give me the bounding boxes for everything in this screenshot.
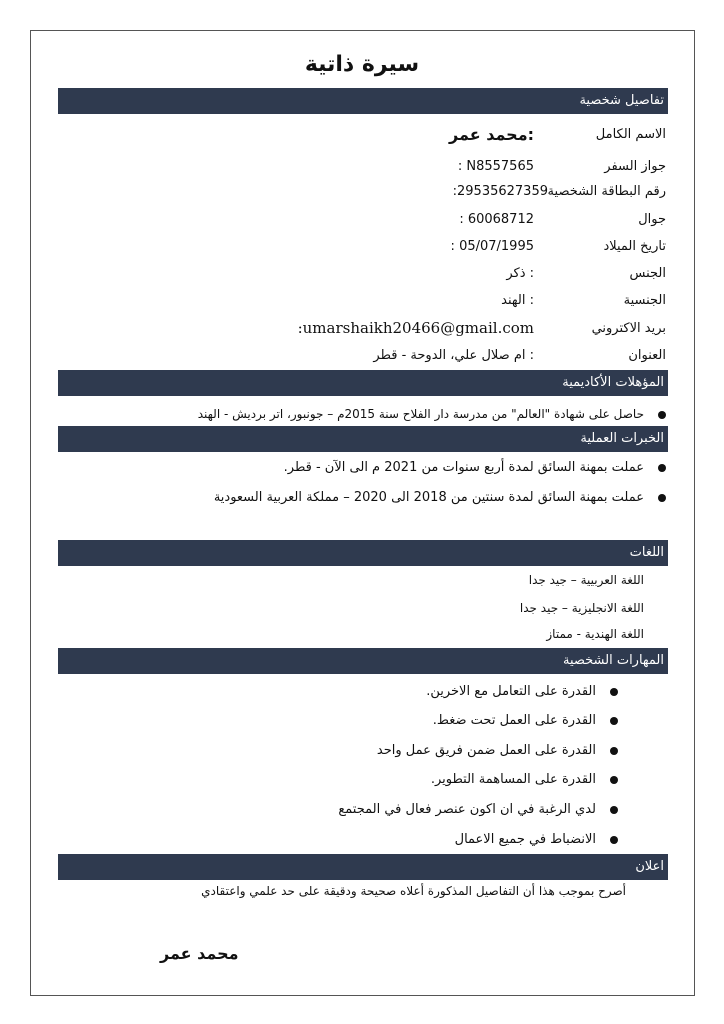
bullet-icon <box>610 747 618 755</box>
label-nationality: الجنسية <box>623 293 666 308</box>
skill-text: القدرة على العمل تحت ضغط. <box>432 713 596 728</box>
label-gender: الجنس <box>629 266 666 281</box>
value-full-name: :محمد عمر <box>449 125 534 144</box>
value-id-number: 29535627359: <box>452 184 548 199</box>
bullet-icon <box>610 776 618 784</box>
list-item-language: اللغة الهندية - ممتاز <box>546 627 644 641</box>
section-header-languages: اللغات <box>58 540 668 566</box>
list-item-skill <box>433 709 618 733</box>
bullet-icon <box>658 464 666 472</box>
list-item-experience <box>214 486 666 510</box>
label-address: العنوان <box>628 348 666 363</box>
value-passport: N8557565 : <box>457 159 534 174</box>
value-mobile: 60068712 : <box>459 212 534 227</box>
value-nationality: : الهند <box>501 293 534 308</box>
value-birth-date: 05/07/1995 : <box>450 239 534 254</box>
list-item-skill <box>431 768 618 792</box>
bullet-icon <box>610 717 618 725</box>
section-header-personal: تفاصيل شخصية <box>58 88 668 114</box>
label-mobile: جوال <box>638 212 666 227</box>
bullet-icon <box>658 494 666 502</box>
label-passport: جواز السفر <box>604 159 666 174</box>
value-address: : ام صلال علي، الدوحة - قطر <box>373 348 534 363</box>
section-header-skills: المهارات الشخصية <box>58 648 668 674</box>
list-item-skill <box>455 828 618 852</box>
list-item-experience <box>284 456 666 480</box>
bullet-icon <box>610 836 618 844</box>
list-item-skill <box>338 798 618 822</box>
academic-text: حاصل على شهادة "العالم" من مدرسة دار الفلاح سنة 2015م – جونبور، اتر برديش - الهند <box>197 407 644 421</box>
skill-text: القدرة على المساهمة التطوير. <box>430 772 596 787</box>
experience-text: عملت بمهنة السائق لمدة سنتين من 2018 الى 2020 – مملكة العربية السعودية <box>213 490 644 505</box>
experience-text: عملت بمهنة السائق لمدة أربع سنوات من 2021 م الى الآن - قطر. <box>283 460 644 475</box>
list-item-academic <box>198 402 666 426</box>
label-birth-date: تاريخ الميلاد <box>603 239 666 254</box>
label-email: بريد الاكتروني <box>591 321 666 336</box>
list-item-skill <box>377 739 618 763</box>
bullet-icon <box>658 411 666 419</box>
skill-text: لدي الرغبة في ان اكون عنصر فعال في المجتمع <box>338 802 596 817</box>
bullet-icon <box>610 688 618 696</box>
label-full-name: الاسم الكامل <box>595 127 666 142</box>
skill-text: القدرة على التعامل مع الاخرين. <box>426 684 596 699</box>
page-title: سيرة ذاتية <box>304 52 420 77</box>
list-item-language: اللغة الانجليزية – جيد جدا <box>519 601 644 615</box>
value-email: umarshaikh20466@gmail.com: <box>297 319 534 337</box>
section-header-experience: الخبرات العملية <box>58 426 668 452</box>
label-id-number: رقم البطاقة الشخصية <box>547 184 666 199</box>
section-header-academic: المؤهلات الأكاديمية <box>58 370 668 396</box>
declaration-text: أصرح بموجب هذا أن التفاصيل المذكورة أعلاه صحيحة ودقيقة على حد علمي واعتقادي <box>201 884 626 898</box>
value-gender: : ذكر <box>506 266 534 281</box>
skill-text: القدرة على العمل ضمن فريق عمل واحد <box>376 743 596 758</box>
section-header-declaration: اعلان <box>58 854 668 880</box>
list-item-language: اللغة العربيية – جيد جدا <box>528 573 644 587</box>
skill-text: الانضباط في جميع الاعمال <box>454 832 596 847</box>
bullet-icon <box>610 806 618 814</box>
list-item-skill <box>426 680 618 704</box>
signature-name: محمد عمر <box>160 944 239 963</box>
